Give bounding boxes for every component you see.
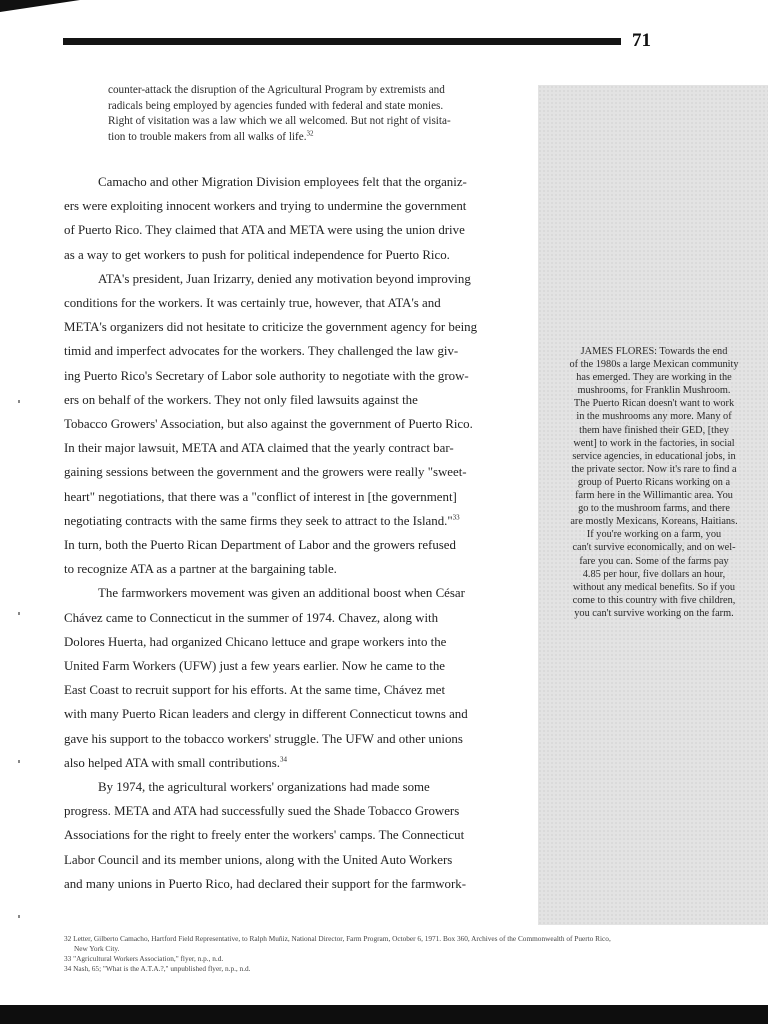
sidebar-line: JAMES FLORES: Towards the end bbox=[580, 346, 728, 357]
body-line: United Farm Workers (UFW) just a few years earlier. Now he came to the bbox=[64, 659, 446, 674]
footnote-line: 33 "Agricultural Workers Association," flyer, n.p., n.d. bbox=[64, 954, 224, 963]
footnote-marker: 32 bbox=[306, 128, 314, 137]
sidebar-line: the private sector. Now it's rare to find a bbox=[571, 463, 737, 475]
body-line: Camacho and other Migration Division employees felt that the organiz- bbox=[98, 175, 467, 189]
footnote-marker: 34 bbox=[279, 755, 287, 764]
scan-shadow-top-left bbox=[0, 0, 80, 12]
body-line: negotiating contracts with the same firms they seek to attract to the Island."$^{33}$ bbox=[64, 513, 460, 528]
footnotes bbox=[64, 934, 744, 974]
body-line: ATA's president, Juan Irizarry, denied any motivation beyond improving bbox=[98, 271, 471, 286]
scan-mark bbox=[18, 400, 20, 403]
body-line: ers on behalf of the workers. They not only filed lawsuits against the bbox=[64, 392, 418, 407]
scan-mark bbox=[18, 612, 20, 615]
scan-edge-bottom bbox=[0, 1005, 768, 1024]
sidebar-line: you can't survive working on the farm. bbox=[574, 607, 734, 619]
body-line: with many Puerto Rican leaders and clergy in different Connecticut towns and bbox=[64, 707, 468, 722]
sidebar-line: without any medical benefits. So if you bbox=[572, 581, 736, 593]
sidebar-line: fare you can. Some of the farms pay bbox=[579, 555, 729, 567]
block-quote bbox=[108, 83, 508, 145]
body-line: and many unions in Puerto Rico, had declared their support for the farmwork- bbox=[64, 876, 467, 891]
body-line: In turn, both the Puerto Rican Department of Labor and the growers refused bbox=[64, 538, 456, 553]
body-line: Chávez came to Connecticut in the summer of 1974. Chavez, along with bbox=[64, 610, 439, 625]
body-line: ing Puerto Rico's Secretary of Labor sole authority to negotiate with the grow- bbox=[64, 368, 469, 383]
sidebar-line: The Puerto Rican doesn't want to work bbox=[573, 398, 735, 410]
footnote-line: New York City. bbox=[74, 944, 120, 953]
body-line: conditions for the workers. It was certainly true, however, that ATA's and bbox=[64, 296, 441, 311]
body-line: ers were exploiting innocent workers and trying to undermine the government bbox=[64, 199, 467, 214]
body-line: to recognize ATA as a partner at the bargaining table. bbox=[64, 562, 337, 577]
quote-line: Right of visitation was a law which we all welcomed. But not right of visita- bbox=[108, 115, 451, 127]
sidebar-line: has emerged. They are working in the bbox=[576, 372, 732, 384]
sidebar-line: come to this country with five children, bbox=[572, 594, 736, 606]
body-line: The farmworkers movement was given an additional boost when César bbox=[98, 586, 465, 601]
body-line: By 1974, the agricultural workers' organizations had made some bbox=[98, 780, 430, 795]
body-line: In their major lawsuit, META and ATA claimed that the yearly contract bar- bbox=[64, 441, 454, 456]
sidebar-line: group of Puerto Ricans working on a bbox=[577, 476, 731, 488]
body-line: timid and imperfect advocates for the workers. They challenged the law giv- bbox=[64, 344, 459, 359]
body-line: gaining sessions between the government and the growers were really "sweet- bbox=[64, 465, 467, 480]
body-line: Dolores Huerta, had organized Chicano lettuce and grape workers into the bbox=[64, 634, 447, 649]
sidebar-line: went] to work in the factories, in social bbox=[573, 437, 735, 449]
page-number: 71 bbox=[632, 30, 651, 51]
sidebar-line: 4.85 per hour, five dollars an hour, bbox=[582, 568, 726, 580]
sidebar-line: in the mushrooms any more. Many of bbox=[576, 411, 732, 423]
body-line: Labor Council and its member unions, along with the United Auto Workers bbox=[64, 852, 453, 867]
body-line: East Coast to recruit support for his efforts. At the same time, Chávez met bbox=[64, 683, 446, 698]
header-rule bbox=[63, 38, 621, 45]
body-line: also helped ATA with small contributions.$^{34}$ bbox=[64, 755, 287, 770]
footnote-line: 34 Nash, 65; "What is the A.T.A.?," unpublished flyer, n.p., n.d. bbox=[64, 964, 251, 973]
sidebar-line: of the 1980s a large Mexican community bbox=[569, 359, 739, 371]
body-line: heart" negotiations, that there was a "conflict of interest in [the government] bbox=[64, 489, 457, 504]
sidebar-line: are mostly Mexicans, Koreans, Haitians. bbox=[570, 516, 738, 528]
sidebar-line: If you're working on a farm, you bbox=[586, 529, 722, 541]
sidebar-line: can't survive economically, and on wel- bbox=[572, 542, 736, 554]
scan-mark bbox=[18, 915, 20, 918]
body-line: progress. META and ATA had successfully sued the Shade Tobacco Growers bbox=[64, 804, 460, 819]
sidebar-quote bbox=[548, 345, 760, 620]
body-line: as a way to get workers to push for political independence for Puerto Rico. bbox=[64, 247, 450, 262]
sidebar-line: mushrooms, for Franklin Mushroom. bbox=[577, 385, 731, 397]
sidebar-line: go to the mushroom farms, and there bbox=[578, 503, 730, 515]
scan-mark bbox=[18, 760, 20, 763]
body-line: gave his support to the tobacco workers' struggle. The UFW and other unions bbox=[64, 731, 463, 746]
sidebar-line: them have finished their GED, [they bbox=[579, 424, 729, 436]
quote-line: counter-attack the disruption of the Agricultural Program by extremists and bbox=[108, 84, 445, 96]
body-line: META's organizers did not hesitate to criticize the government agency for being bbox=[64, 320, 478, 335]
footnote-line: 32 Letter, Gilberto Camacho, Hartford Field Representative, to Ralph Muñiz, National Director, Farm Program, October 6, 1971. Box 360, Archives of the Commonwealth of Puerto Rico, bbox=[64, 934, 611, 943]
quote-line: radicals being employed by agencies funded with federal and state monies. bbox=[108, 99, 444, 112]
sidebar-line: farm here in the Willimantic area. You bbox=[575, 490, 733, 502]
body-line: Associations for the right to freely enter the workers' camps. The Connecticut bbox=[64, 828, 465, 843]
body-text bbox=[64, 170, 524, 896]
body-line: Tobacco Growers' Association, but also against the government of Puerto Rico. bbox=[64, 417, 473, 432]
quote-line: tion to trouble makers from all walks of life.$^{32}$ bbox=[108, 128, 314, 143]
body-line: of Puerto Rico. They claimed that ATA and META were using the union drive bbox=[64, 223, 465, 238]
footnote-marker: 33 bbox=[452, 513, 460, 522]
sidebar-line: service agencies, in educational jobs, in bbox=[572, 450, 736, 462]
